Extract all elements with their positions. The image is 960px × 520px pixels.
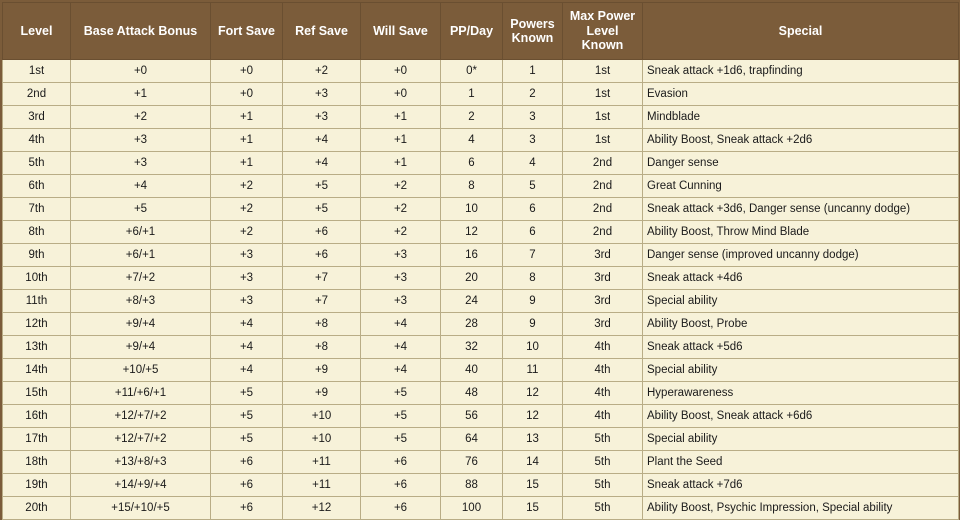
cell-powers-known: 1 [503,60,563,83]
table-row [3,198,959,221]
cell-powers-known: 3 [503,129,563,152]
cell-level: 12th [3,313,71,336]
cell-ref-save: +10 [283,428,361,451]
cell-special: Sneak attack +3d6, Danger sense (uncanny dodge) [643,198,959,221]
cell-base-attack-bonus: +11/+6/+1 [71,382,211,405]
cell-base-attack-bonus: +8/+3 [71,290,211,313]
cell-max-power-level-known: 2nd [563,175,643,198]
cell-special: Ability Boost, Throw Mind Blade [643,221,959,244]
cell-max-power-level-known: 2nd [563,198,643,221]
cell-base-attack-bonus: +7/+2 [71,267,211,290]
table-header-row [3,3,959,60]
column-header-ref-save: Ref Save [283,3,361,60]
cell-special: Danger sense (improved uncanny dodge) [643,244,959,267]
cell-special: Danger sense [643,152,959,175]
cell-level: 19th [3,474,71,497]
cell-powers-known: 14 [503,451,563,474]
cell-level: 16th [3,405,71,428]
cell-max-power-level-known: 4th [563,405,643,428]
cell-level: 13th [3,336,71,359]
cell-special: Plant the Seed [643,451,959,474]
cell-will-save: +6 [361,451,441,474]
cell-ref-save: +12 [283,497,361,520]
cell-powers-known: 2 [503,83,563,106]
cell-special: Special ability [643,359,959,382]
cell-powers-known: 6 [503,221,563,244]
cell-level: 2nd [3,83,71,106]
cell-fort-save: +3 [211,244,283,267]
table-row [3,451,959,474]
cell-pp-day: 10 [441,198,503,221]
cell-ref-save: +9 [283,382,361,405]
cell-max-power-level-known: 5th [563,451,643,474]
cell-special: Evasion [643,83,959,106]
cell-base-attack-bonus: +5 [71,198,211,221]
cell-ref-save: +8 [283,313,361,336]
table-row [3,382,959,405]
cell-base-attack-bonus: +3 [71,152,211,175]
cell-max-power-level-known: 4th [563,336,643,359]
cell-special: Sneak attack +4d6 [643,267,959,290]
cell-base-attack-bonus: +14/+9/+4 [71,474,211,497]
cell-max-power-level-known: 4th [563,359,643,382]
cell-powers-known: 12 [503,405,563,428]
table-row [3,290,959,313]
cell-will-save: +3 [361,244,441,267]
table-row [3,313,959,336]
cell-powers-known: 15 [503,474,563,497]
cell-powers-known: 11 [503,359,563,382]
cell-base-attack-bonus: +2 [71,106,211,129]
table-row [3,336,959,359]
cell-fort-save: +1 [211,106,283,129]
cell-ref-save: +8 [283,336,361,359]
cell-pp-day: 88 [441,474,503,497]
cell-will-save: +2 [361,221,441,244]
cell-powers-known: 15 [503,497,563,520]
cell-fort-save: +4 [211,359,283,382]
cell-level: 9th [3,244,71,267]
table-row [3,152,959,175]
cell-will-save: +6 [361,474,441,497]
cell-max-power-level-known: 1st [563,106,643,129]
table-header [3,3,959,60]
cell-max-power-level-known: 5th [563,497,643,520]
table-row [3,60,959,83]
cell-fort-save: +2 [211,221,283,244]
cell-level: 7th [3,198,71,221]
cell-ref-save: +10 [283,405,361,428]
cell-pp-day: 4 [441,129,503,152]
cell-will-save: +5 [361,405,441,428]
cell-max-power-level-known: 5th [563,474,643,497]
cell-fort-save: +4 [211,313,283,336]
column-header-level: Level [3,3,71,60]
cell-will-save: +3 [361,267,441,290]
cell-pp-day: 40 [441,359,503,382]
cell-pp-day: 1 [441,83,503,106]
cell-powers-known: 8 [503,267,563,290]
cell-base-attack-bonus: +0 [71,60,211,83]
cell-powers-known: 10 [503,336,563,359]
cell-level: 4th [3,129,71,152]
cell-fort-save: +6 [211,474,283,497]
cell-special: Hyperawareness [643,382,959,405]
cell-fort-save: +1 [211,152,283,175]
cell-pp-day: 24 [441,290,503,313]
cell-fort-save: +2 [211,175,283,198]
cell-level: 17th [3,428,71,451]
cell-fort-save: +0 [211,83,283,106]
cell-level: 3rd [3,106,71,129]
table-body [3,60,959,520]
column-header-max-power-level-known: Max Power Level Known [563,3,643,60]
cell-level: 15th [3,382,71,405]
cell-fort-save: +2 [211,198,283,221]
cell-max-power-level-known: 2nd [563,152,643,175]
cell-max-power-level-known: 3rd [563,313,643,336]
cell-ref-save: +7 [283,290,361,313]
cell-will-save: +6 [361,497,441,520]
cell-will-save: +5 [361,382,441,405]
column-header-special: Special [643,3,959,60]
cell-base-attack-bonus: +15/+10/+5 [71,497,211,520]
cell-fort-save: +3 [211,267,283,290]
cell-base-attack-bonus: +12/+7/+2 [71,428,211,451]
cell-will-save: +4 [361,313,441,336]
cell-base-attack-bonus: +6/+1 [71,221,211,244]
table-row [3,474,959,497]
column-header-base-attack-bonus: Base Attack Bonus [71,3,211,60]
cell-ref-save: +4 [283,152,361,175]
cell-fort-save: +0 [211,60,283,83]
cell-ref-save: +3 [283,106,361,129]
column-header-will-save: Will Save [361,3,441,60]
cell-will-save: +2 [361,175,441,198]
cell-will-save: +1 [361,129,441,152]
cell-pp-day: 0* [441,60,503,83]
cell-max-power-level-known: 1st [563,60,643,83]
cell-base-attack-bonus: +12/+7/+2 [71,405,211,428]
cell-level: 1st [3,60,71,83]
table-row [3,267,959,290]
cell-level: 14th [3,359,71,382]
column-header-fort-save: Fort Save [211,3,283,60]
cell-level: 10th [3,267,71,290]
cell-special: Ability Boost, Probe [643,313,959,336]
class-progression-table [2,2,959,520]
cell-pp-day: 8 [441,175,503,198]
cell-special: Special ability [643,428,959,451]
table-row [3,405,959,428]
cell-will-save: +0 [361,83,441,106]
cell-pp-day: 20 [441,267,503,290]
cell-ref-save: +11 [283,451,361,474]
cell-ref-save: +4 [283,129,361,152]
cell-powers-known: 4 [503,152,563,175]
cell-will-save: +4 [361,336,441,359]
cell-ref-save: +5 [283,175,361,198]
cell-base-attack-bonus: +13/+8/+3 [71,451,211,474]
cell-level: 5th [3,152,71,175]
cell-level: 18th [3,451,71,474]
table-row [3,175,959,198]
cell-powers-known: 9 [503,290,563,313]
table-row [3,359,959,382]
cell-special: Sneak attack +5d6 [643,336,959,359]
cell-powers-known: 5 [503,175,563,198]
table-row [3,106,959,129]
cell-will-save: +1 [361,106,441,129]
column-header-powers-known: Powers Known [503,3,563,60]
cell-base-attack-bonus: +4 [71,175,211,198]
cell-fort-save: +5 [211,428,283,451]
cell-fort-save: +4 [211,336,283,359]
cell-pp-day: 64 [441,428,503,451]
cell-pp-day: 2 [441,106,503,129]
cell-powers-known: 7 [503,244,563,267]
cell-pp-day: 76 [441,451,503,474]
cell-pp-day: 100 [441,497,503,520]
cell-pp-day: 48 [441,382,503,405]
cell-ref-save: +7 [283,267,361,290]
cell-max-power-level-known: 3rd [563,290,643,313]
table-row [3,428,959,451]
cell-ref-save: +5 [283,198,361,221]
cell-base-attack-bonus: +10/+5 [71,359,211,382]
cell-powers-known: 12 [503,382,563,405]
cell-will-save: +0 [361,60,441,83]
cell-powers-known: 6 [503,198,563,221]
cell-max-power-level-known: 4th [563,382,643,405]
cell-fort-save: +3 [211,290,283,313]
table-row [3,129,959,152]
cell-max-power-level-known: 2nd [563,221,643,244]
cell-special: Sneak attack +7d6 [643,474,959,497]
cell-powers-known: 13 [503,428,563,451]
table-row [3,497,959,520]
cell-base-attack-bonus: +6/+1 [71,244,211,267]
cell-ref-save: +6 [283,244,361,267]
cell-ref-save: +6 [283,221,361,244]
table-row [3,221,959,244]
cell-ref-save: +3 [283,83,361,106]
cell-pp-day: 12 [441,221,503,244]
cell-max-power-level-known: 3rd [563,244,643,267]
cell-max-power-level-known: 1st [563,129,643,152]
cell-max-power-level-known: 3rd [563,267,643,290]
cell-max-power-level-known: 1st [563,83,643,106]
cell-pp-day: 16 [441,244,503,267]
cell-will-save: +5 [361,428,441,451]
cell-fort-save: +1 [211,129,283,152]
cell-special: Ability Boost, Sneak attack +2d6 [643,129,959,152]
cell-pp-day: 32 [441,336,503,359]
cell-level: 11th [3,290,71,313]
cell-will-save: +1 [361,152,441,175]
cell-pp-day: 6 [441,152,503,175]
cell-special: Mindblade [643,106,959,129]
cell-powers-known: 3 [503,106,563,129]
cell-special: Ability Boost, Psychic Impression, Special ability [643,497,959,520]
cell-ref-save: +2 [283,60,361,83]
table-row [3,83,959,106]
cell-powers-known: 9 [503,313,563,336]
cell-will-save: +4 [361,359,441,382]
cell-max-power-level-known: 5th [563,428,643,451]
cell-base-attack-bonus: +3 [71,129,211,152]
cell-ref-save: +9 [283,359,361,382]
cell-fort-save: +6 [211,451,283,474]
cell-will-save: +2 [361,198,441,221]
cell-base-attack-bonus: +1 [71,83,211,106]
cell-fort-save: +5 [211,405,283,428]
cell-special: Sneak attack +1d6, trapfinding [643,60,959,83]
cell-will-save: +3 [361,290,441,313]
cell-ref-save: +11 [283,474,361,497]
table-row [3,244,959,267]
cell-fort-save: +6 [211,497,283,520]
cell-base-attack-bonus: +9/+4 [71,336,211,359]
column-header-pp-day: PP/Day [441,3,503,60]
cell-special: Special ability [643,290,959,313]
cell-level: 20th [3,497,71,520]
cell-pp-day: 28 [441,313,503,336]
cell-special: Ability Boost, Sneak attack +6d6 [643,405,959,428]
cell-base-attack-bonus: +9/+4 [71,313,211,336]
cell-special: Great Cunning [643,175,959,198]
cell-level: 6th [3,175,71,198]
cell-pp-day: 56 [441,405,503,428]
cell-level: 8th [3,221,71,244]
cell-fort-save: +5 [211,382,283,405]
